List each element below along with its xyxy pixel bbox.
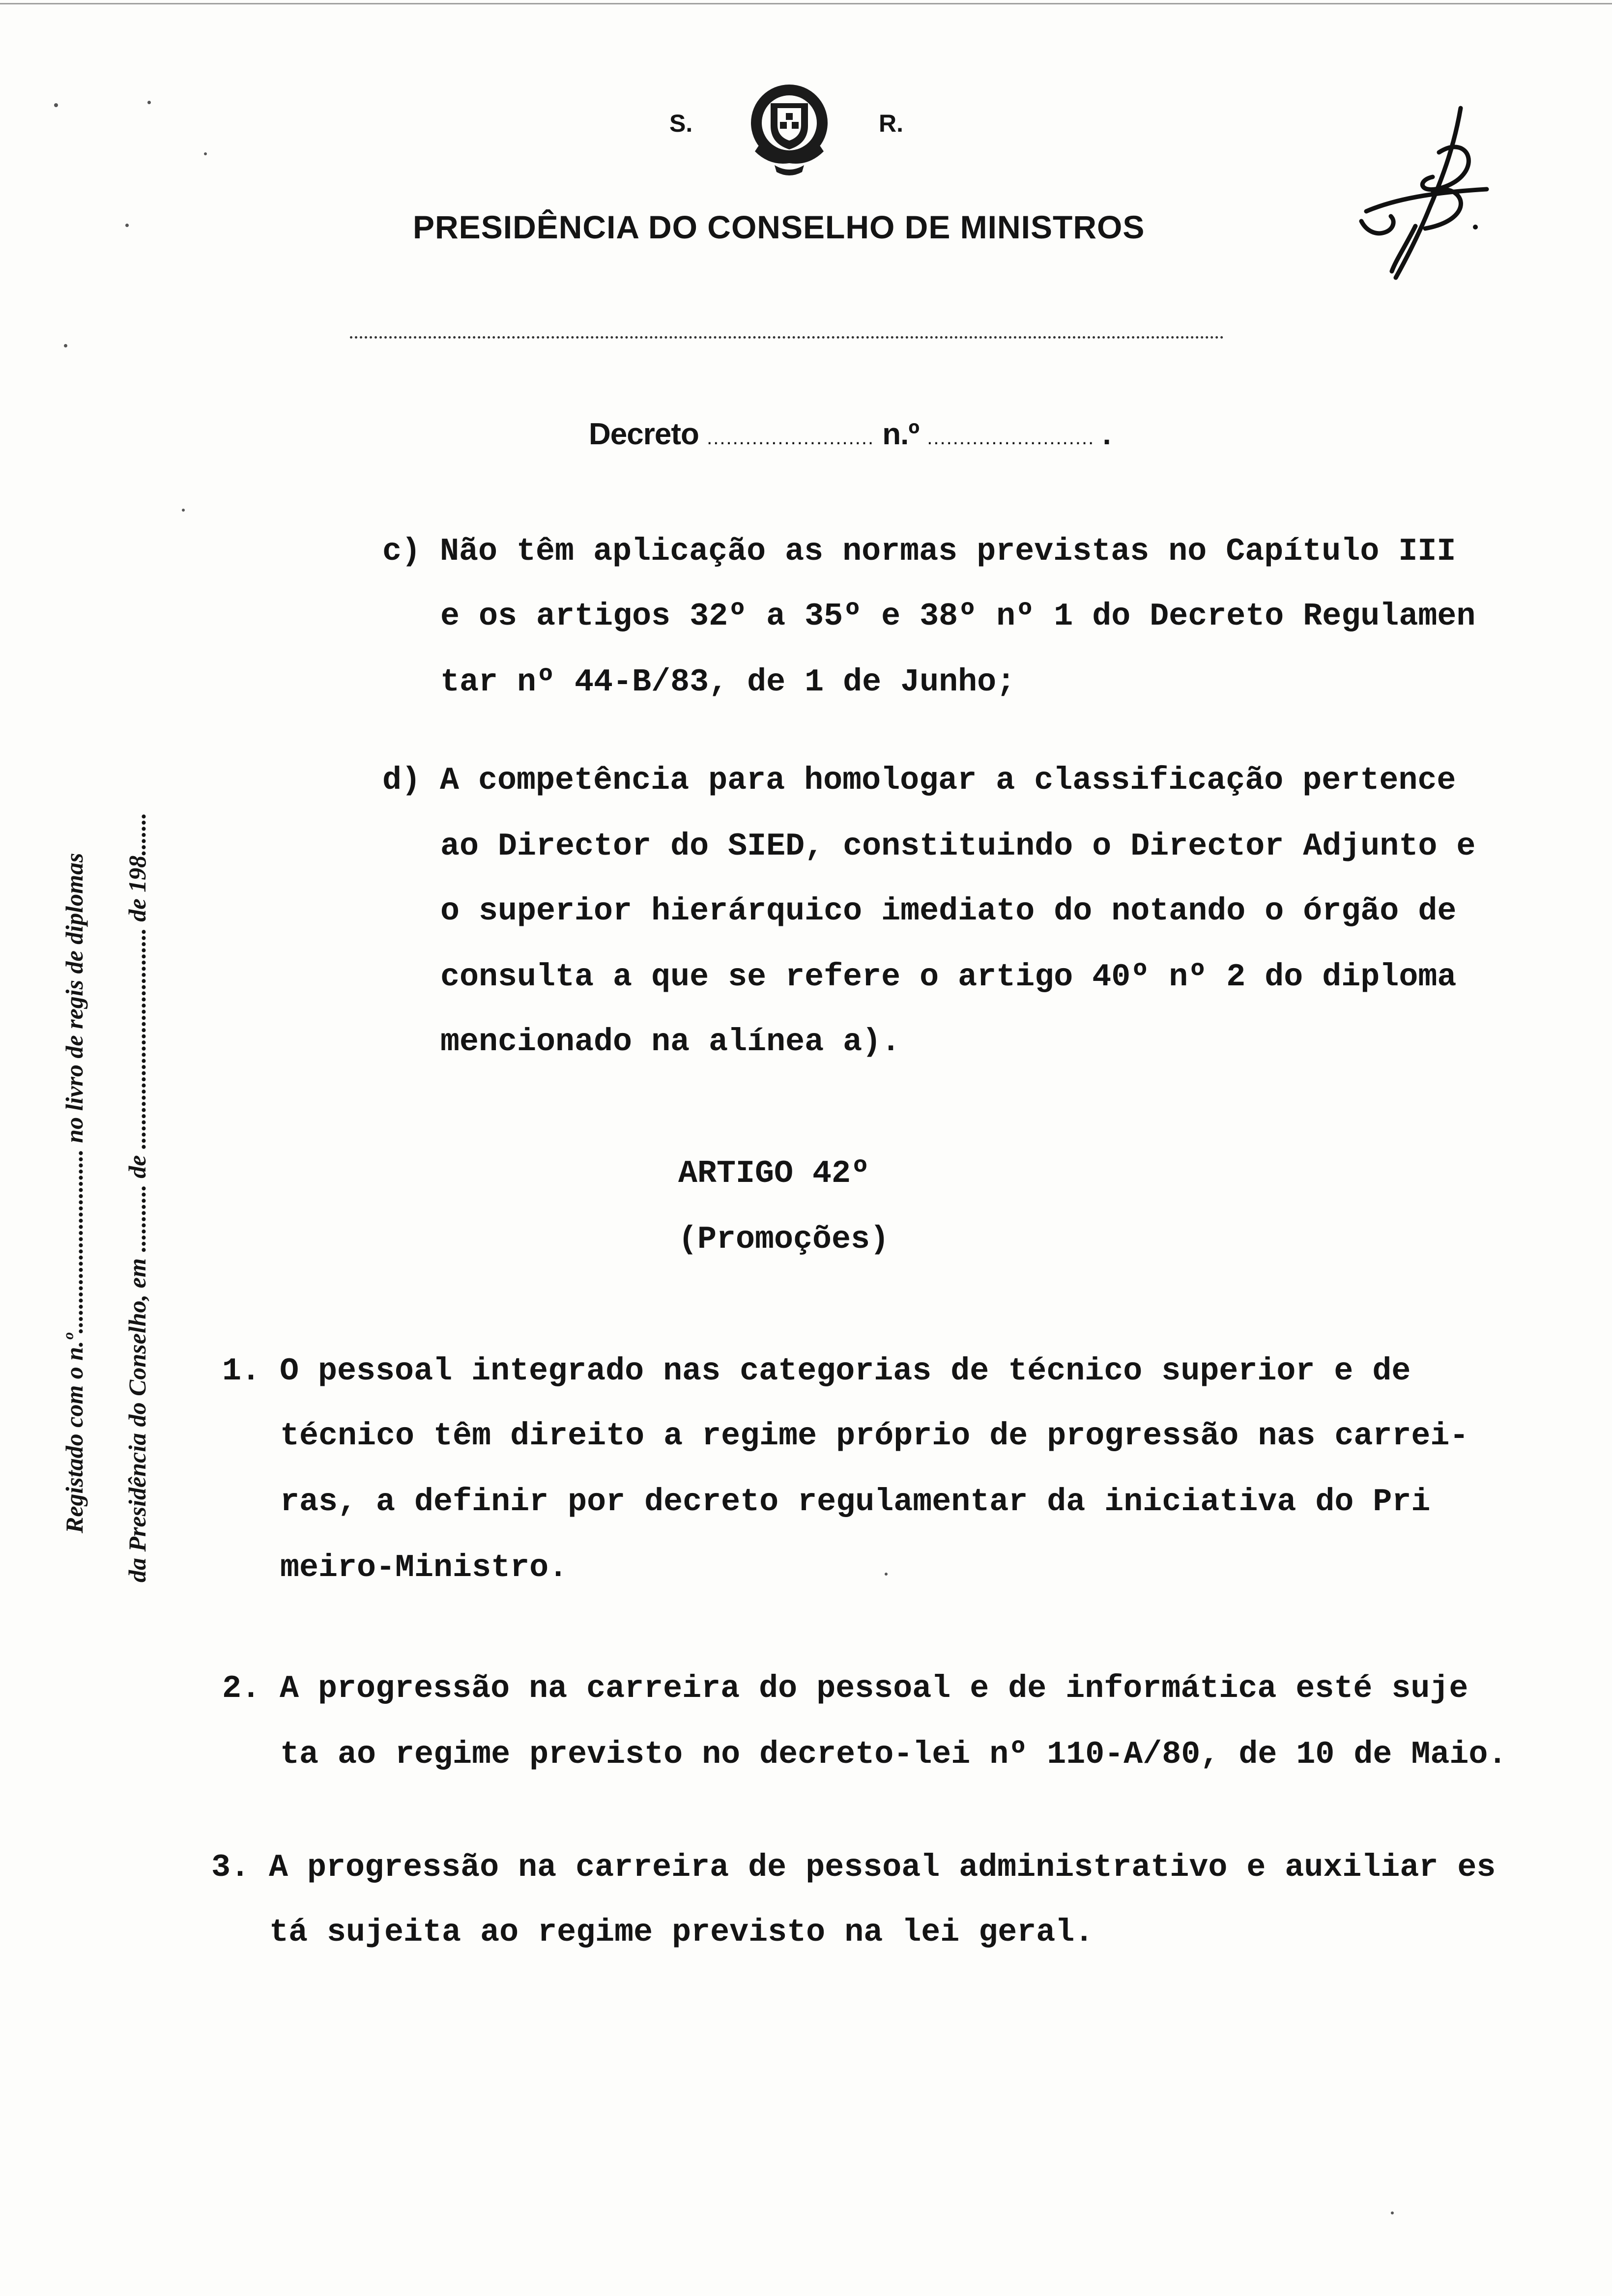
item-d-line-1: d) A competência para homologar a classificação pertence: [382, 762, 1456, 799]
item-d-line-2: ao Director do SIED, constituindo o Director Adjunto e: [440, 828, 1476, 864]
page-title: PRESIDÊNCIA DO CONSELHO DE MINISTROS: [413, 209, 1145, 245]
scan-speck: [204, 152, 207, 155]
paragraph-1-line-2: técnico têm direito a regime próprio de progressão nas carrei-: [280, 1418, 1469, 1454]
decree-number-label: n.º: [882, 417, 920, 451]
item-c-line-3: tar nº 44-B/83, de 1 de Junho;: [440, 664, 1016, 700]
scan-speck: [182, 509, 185, 512]
paragraph-3-line-2: tá sujeita ao regime previsto na lei geral.: [269, 1914, 1094, 1951]
item-d-line-3: o superior hierárquico imediato do notando o órgão de: [440, 893, 1457, 929]
scan-speck: [147, 101, 151, 104]
item-d-line-4: consulta a que se refere o artigo 40º nº 2 do diploma: [440, 959, 1457, 995]
item-c-line-2: e os artigos 32º a 35º e 38º nº 1 do Decreto Regulamen: [440, 598, 1476, 634]
article-subtitle: (Promoções): [678, 1221, 890, 1258]
header-divider: [350, 336, 1224, 339]
decree-label: Decreto: [589, 417, 699, 451]
decree-number-line: Decreto .......................... n.º .......................... .: [589, 417, 1111, 451]
scan-speck: [1391, 2211, 1394, 2214]
item-c-line-1: c) Não têm aplicação as normas previstas no Capítulo III: [382, 533, 1456, 570]
header-r-letter: R.: [879, 110, 903, 137]
paragraph-1-line-1: 1. O pessoal integrado nas categorias de técnico superior e de: [222, 1353, 1411, 1389]
registry-note-line-1: Registado com o n.º.............................. no livro de regis de diplomas: [60, 853, 88, 1533]
item-d-line-5: mencionado na alínea a).: [440, 1024, 901, 1060]
scan-speck: [64, 344, 67, 347]
paragraph-2-line-1: 2. A progressão na carreira do pessoal e de informática esté suje: [222, 1670, 1468, 1707]
signature-mark: [1347, 98, 1494, 287]
scan-speck: [885, 1573, 888, 1576]
article-title: ARTIGO 42º: [678, 1155, 870, 1192]
coat-of-arms-icon: [740, 78, 838, 183]
paragraph-1-line-3: ras, a definir por decreto regulamentar da iniciativa do Pri: [280, 1484, 1431, 1520]
registry-note-line-2: da Presidência do Conselho, em ........... de .................................... de 198.......: [123, 812, 151, 1582]
scan-speck: [125, 224, 129, 227]
paragraph-3-line-1: 3. A progressão na carreira de pessoal administrativo e auxiliar es: [211, 1849, 1496, 1886]
scan-top-edge: [0, 3, 1612, 4]
scan-speck: [54, 103, 58, 107]
paragraph-2-line-2: ta ao regime previsto no decreto-lei nº 110-A/80, de 10 de Maio.: [280, 1736, 1507, 1773]
header-s-letter: S.: [669, 110, 693, 137]
paragraph-1-line-4: meiro-Ministro.: [280, 1550, 568, 1586]
